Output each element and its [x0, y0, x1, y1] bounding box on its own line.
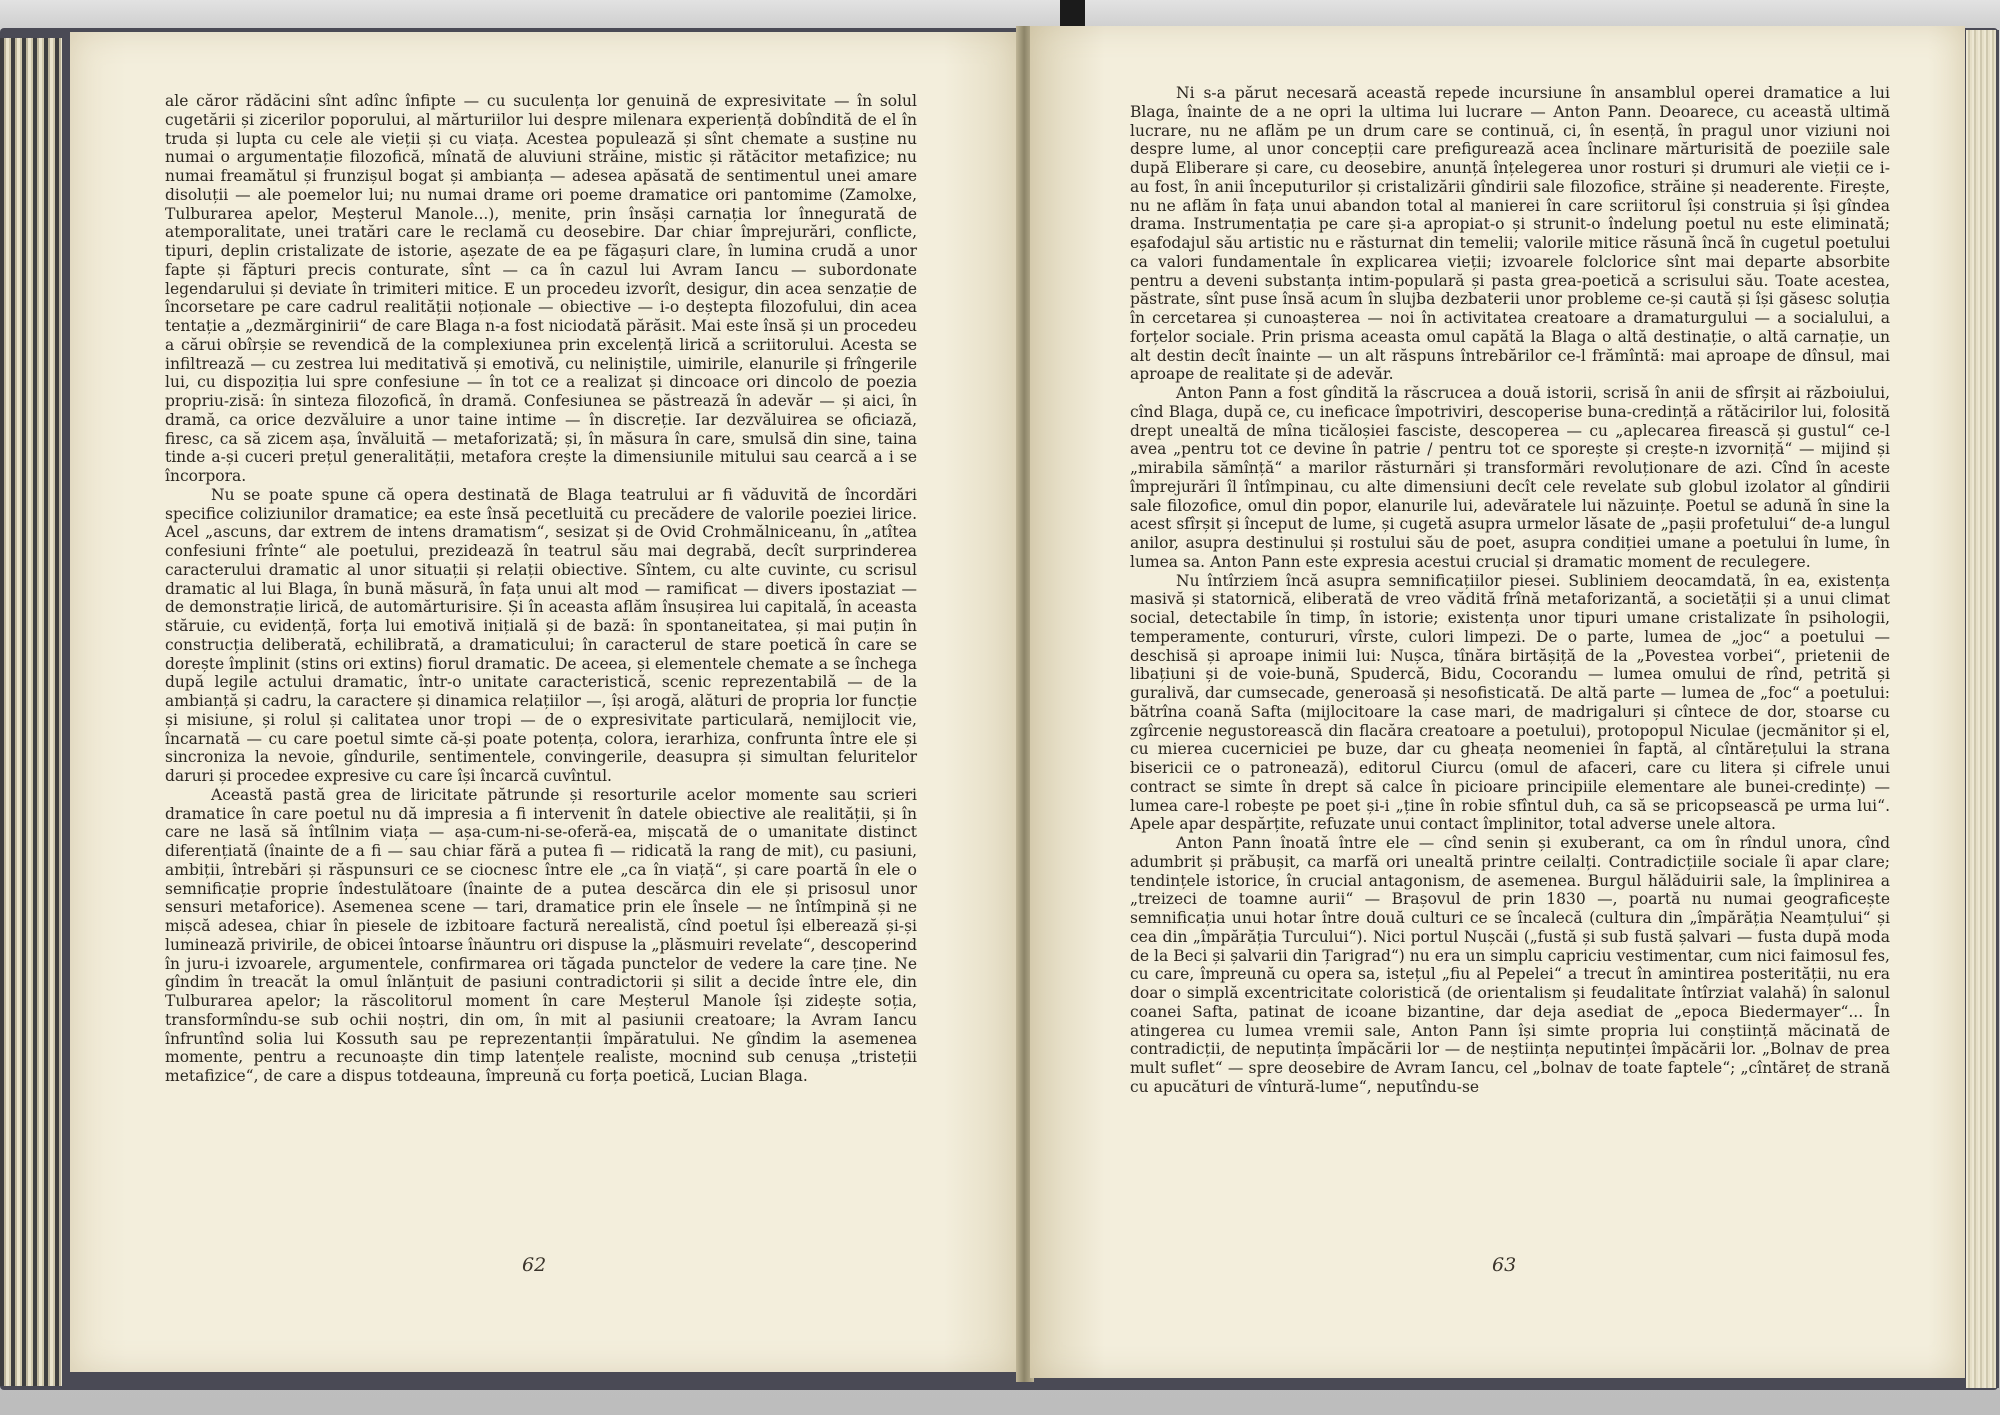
right-paragraph-3: Nu întîrziem încă asupra semnificațiilor piesei. Subliniem deocamdată, în ea, existența masivă și statornică, eliberată de vreo vădită frînă metaforizantă, a societății și a unui climat social, detectabile în timp, în istorie; existența unor tipuri umane cristalizate în psihologii, temperamente, contururi, vîrste, culori limpezi. De o parte, lumea de „joc“ a poetului — deschisă și aproape inimii lui: Nușca, tînăra birtășiță de la „Povestea vorbei“, prietenii de libațiuni și de voie-bună, Spudercă, Bidu, Cocorandu — lumea omului de rînd, petrită și guralivă, dar cumsecade, generoasă și nesofisticată. De altă parte — lumea de „foc“ a poetului: bătrîna coană Safta (mijlocitoare la case mari, de madrigaluri și cîntece de dor, stoarse cu zgîrcenie negustorească din flacăra creatoare a poetului), protopopul Niculae (jecmănitor și el, cu mierea cucerniciei pe buze, dar cu gheața neomeniei în faptă, al cîntărețului la strana bisericii ce o patronează), editorul Ciurcu (omul de afaceri, care cu litera și cifrele unui contract se simte în drept să calce în picioare principiile elementare ale bunei-credințe) — lumea care-l robește pe poet și-i „ține în robie sfîntul duh, ca să se pricopsească pe urma lui“. Apele apar despărțite, refuzate unui contact împlinitor, total adverse unele altora. — [1130, 571, 1890, 834]
scan-background-strip — [0, 0, 2000, 28]
page-number-left: 62 — [522, 1254, 547, 1276]
left-page-text — [165, 92, 917, 1086]
left-paragraph-1: ale căror rădăcini sînt adînc înfipte — cu suculența lor genuină de expresivitate — în solul cugetării și zicerilor poporului, al mărturiilor lui despre milenara experiență dobîndită de el în truda și lupta cu cele ale vieții și cu viața. Acestea populează și sînt chemate a susține nu numai o argumentație filozofică, mînată de aluviuni străine, mistic și rătăcitor metafizice; nu numai freamătul și frunzișul bogat și ambianța — adesea apăsată de sentimentul unei amare disoluții — ale poemelor lui; nu numai drame ori poeme dramatice ori pantomime (Zamolxe, Tulburarea apelor, Meșterul Manole...), menite, prin însăși carnația lor înnegurată de atemporalitate, unei tratări care le reclamă cu deosebire. Dar chiar împrejurări, conflicte, tipuri, deplin cristalizate de istorie, așezate de ea pe făgașuri clare, în lumina crudă a unor fapte și făpturi precis conturate, sînt — ca în cazul lui Avram Iancu — subordonate legendarului și deviate în trimiteri mitice. E un procedeu izvorît, desigur, din acea senzație de încorsetare pe care cadrul realității noționale — obiective — i-o deștepta filozofului, din acea tentație a „dezmărginirii“ de care Blaga n-a fost niciodată părăsit. Mai este însă și un procedeu a cărui obîrșie se revendică de la complexiunea prin excelență lirică a scriitorului. Acesta se infiltrează — cu zestrea lui meditativă și emotivă, cu neliniștile, uimirile, elanurile și frîngerile lui, cu dispoziția lui spre confesiune — în tot ce a realizat și dincoace ori dincolo de poezia propriu-zisă: în sinteza filozofică, în dramă. Confesiunea se păstrează în adevăr — și aici, în dramă, ca orice dezvăluire a unor taine intime — în discreție. Iar dezvăluirea se oficiază, firesc, ca să zicem așa, învăluită — metaforizată; și, în măsura în care, smulsă din sine, taina tinde a-și cuceri prețul generalității, metafora crește la dimensiunile mitului sau cearcă a i se încorpora. — [165, 92, 917, 485]
page-number-right: 63 — [1492, 1254, 1517, 1276]
right-paragraph-4: Anton Pann înoată între ele — cînd senin și exuberant, ca om în rîndul unora, cînd adumbrit și prăbușit, ca marfă ori unealtă printre ceilalți. Contradicțiile sociale îi apar clare; tendințele istorice, în crucial antagonism, de asemenea. Burgul hălăduirii sale, la împlinirea a „treizeci de toamne aurii“ — Brașovul de prin 1830 —, poartă nu numai geograficește semnificația unui hotar între două culturi ce se încalecă (cultura din „împărăția Neamțului“ și cea din „împărăția Turcului“). Nici portul Nușcăi („fustă și sub fustă șalvari — fusta după moda de la Beci și șalvarii din Țarigrad“) nu era un simplu capriciu vestimentar, cum nici faimosul fes, cu care, împreună cu opera sa, istețul „fiu al Pepelei“ a trecut în amintirea posterității, nu era doar o simplă excentricitate coloristică (de orientalism și feudalitate întîrziat valahă) în salonul coanei Safta, patinat de icoane bizantine, dar deja asediat de „epoca Biedermayer“... În atingerea cu lumea vremii sale, Anton Pann își simte propria lui conștiință măcinată de contradicții, de neputința împăcării lor — de neștiința neputinței împăcării lor. „Bolnav de prea mult suflet“ — spre deosebire de Avram Iancu, cel „bolnav de toate faptele“; „cîntăreț de strană cu apucături de vîntură-lume“, neputîndu-se — [1130, 834, 1890, 1096]
left-paragraph-2: Nu se poate spune că opera destinată de Blaga teatrului ar fi văduvită de încordări specifice coliziunilor dramatice; ea este însă pecetluită cu precădere de valorile poeziei lirice. Acel „ascuns, dar extrem de intens dramatism“, sesizat și de Ovid Crohmălniceanu, în „atîtea confesiuni frînte“ ale poetului, prezidează în teatrul său mai degrabă, decît surprinderea caracterului dramatic al unor situații și relații obiective. Sîntem, cu alte cuvinte, cu scrisul dramatic al lui Blaga, în bună măsură, în fața unui alt mod — ramificat — divers ipostaziat — de demonstrație lirică, de automărturisire. Și în aceasta aflăm însușirea lui capitală, în aceasta stăruie, cu evidență, forța lui emotivă inițială și de bază: în spontaneitatea, și mai puțin în construcția deliberată, echilibrată, a dramaticului; în caracterul de stare poetică în care se dorește împlinit (stins ori extins) fiorul dramatic. De aceea, și elementele chemate a se închega după legile actului dramatic, într-o unitate caracteristică, scenic reprezentabilă — de la ambianță și cadru, la caractere și dinamica relațiilor —, își arogă, alături de propria lor funcție și misiune, și rolul și calitatea unor tropi — de o expresivitate particulară, nemijlocit vie, încarnată — cu care poetul simte că-și poate potența, colora, ierarhiza, confrunta între ele și sincroniza la nevoie, gîndurile, sentimentele, convingerile, deasupra și simultan feluritelor daruri și procedee expresive cu care își încarcă cuvîntul. — [165, 485, 917, 785]
dark-tab — [1060, 0, 1085, 28]
right-page-text — [1130, 84, 1890, 1097]
right-paragraph-2: Anton Pann a fost gîndită la răscrucea a două istorii, scrisă în anii de sfîrșit ai războiului, cînd Blaga, după ce, cu ineficace împotriviri, descoperise buna-credință a rătăcirilor lui, folosită drept unealtă de mîna ticăloșiei fasciste, descoperea — cu „aplecarea firească și gustul“ ce-l avea „pentru tot ce devine în patrie / pentru tot ce sporește și crește-n izvorniță“ — mijind și „mirabila sămînță“ a marilor răsturnări și transformări revoluționare de azi. Cînd în aceste împrejurări îl întîmpinau, cu alte dimensiuni decît cele revelate sub globul izolator al gîndirii sale filozofice, omul din popor, elanurile lui, adevăratele lui năzuințe. Poetul se adună în sine la acest sfîrșit și început de lume, și cugetă asupra urmelor lăsate de „pașii profetului“ de-a lungul anilor, asupra destinului și rostului său de poet, asupra condiției umane a poetului în lume, în lumea sa. Anton Pann este expresia acestui crucial și dramatic moment de reculegere. — [1130, 384, 1890, 571]
right-page — [1030, 26, 1965, 1378]
left-paragraph-3: Această pastă grea de liricitate pătrunde și resorturile acelor momente sau scrieri dramatice în care poetul nu dă impresia a fi intervenit în datele obiective ale realității, și în care ne lasă să întîlnim viața — așa-cum-ni-se-oferă-ea, mișcată de o umanitate distinct diferențiată (înainte de a fi — sau chiar fără a putea fi — ridicată la rang de mit), cu pasiuni, ambiții, întrebări și răspunsuri ce se ciocnesc între ele „ca în viață“, și care poartă în ele o semnificație proprie îndestulătoare (înainte de a putea descărca din ele și prisosul unor sensuri metaforice). Asemenea scene — tari, dramatice prin ele însele — ne întîmpină și ne mișcă adesea, chiar în piesele de izbitoare factură nerealistă, cînd poetul își elberează și-și luminează privirile, de obicei întoarse înăuntru ori dispuse la „plăsmuiri revelate“, descoperind în juru-i izvoarele, argumentele, confirmarea ori tăgada punctelor de vedere la care ține. Ne gîndim în treacăt la omul înlănțuit de pasiuni contradictorii și silit a decide între ele, din Tulburarea apelor; la răscolitorul moment în care Meșterul Manole își zidește soția, transformîndu-se sub ochii noștri, din om, în mit al pasiunii creatoare; la Avram Iancu înfruntînd solia lui Kossuth sau pe reprezentanții împăratului. Ne gîndim la asemenea momente, pentru a recunoaște din timp latențele realiste, mocnind sub cenușa „tristeții metafizice“, de care a dispus totdeauna, împreună cu forța poetică, Lucian Blaga. — [165, 785, 917, 1085]
right-paragraph-1: Ni s-a părut necesară această repede incursiune în ansamblul operei dramatice a lui Blaga, înainte de a ne opri la ultima lui lucrare — Anton Pann. Deoarece, cu această ultimă lucrare, nu ne aflăm pe un drum care se continuă, ci, în esență, în pragul unor viziuni noi despre lume, al unor concepții care prefigurează acea înclinare mărturisită de poeziile sale după Eliberare și care, cu deosebire, anunță înțelegerea unor rosturi și drumuri ale vieții ce i-au fost, în anii începuturilor și cristalizării gîndirii sale filozofice, străine și neaderente. Firește, nu ne aflăm în fața unui abandon total al manierei în care scriitorul își construia și își gîndea drama. Instrumentația pe care și-a apropiat-o și strunit-o îndelung poetul nu este eliminată; eșafodajul său artistic nu e răsturnat din temelii; valorile mitice răsună încă în cugetul poetului ca valori fundamentale în explicarea vieții; izvoarele folclorice sînt mai departe absorbite pentru a deveni substanța intim-populară și pasta grea-poetică a scrisului său. Toate acestea, păstrate, sînt puse însă acum în slujba dezbaterii unor probleme ce-și caută și își găsesc soluția în cercetarea și cunoașterea — noi în activitatea creatoare a dramaturgului — a socialului, a forțelor sociale. Prin prisma aceasta omul capătă la Blaga o altă destinație, o altă carnație, un alt destin decît înainte — un alt răspuns întrebărilor ce-l frămîntă: mai aproape de dînsul, mai aproape de realitate și de adevăr. — [1130, 84, 1890, 384]
left-page-edges — [0, 38, 62, 1386]
left-page — [70, 32, 1020, 1372]
right-page-edges — [1966, 30, 1999, 1388]
